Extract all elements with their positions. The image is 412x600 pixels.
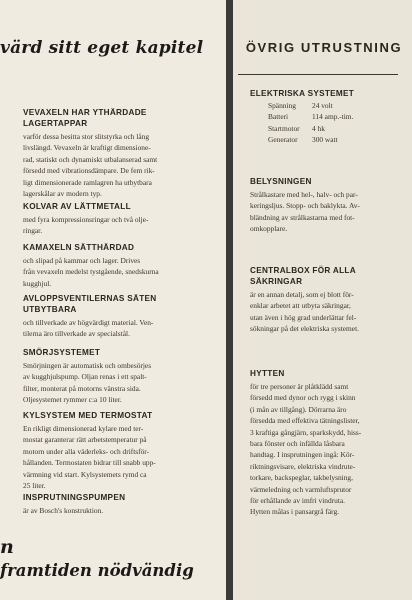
section-vevaxeln bbox=[23, 107, 223, 199]
text-line: varför dessa besitta stor slitstyrka och lång bbox=[23, 132, 150, 141]
text-line: riktningsvisare, elektriska vindrute- bbox=[250, 461, 356, 471]
text-line: 3 kraftiga gångjärn, sparkskydd, hiss- bbox=[250, 427, 362, 437]
section-heading: CENTRALBOX FÖR ALLA bbox=[250, 266, 356, 275]
section-kolvar bbox=[23, 201, 223, 237]
text-line: mostat garanterar rätt arbetstemperatur på bbox=[23, 435, 147, 445]
spec-label: Generator bbox=[268, 135, 298, 145]
text-line: motorn under alla väderleks- och driftsför- bbox=[23, 446, 150, 456]
text-line: med fyra kompressionsringar och två olje- bbox=[23, 215, 149, 224]
text-line: försedd med vibrationsdämpare. De fem rik- bbox=[23, 166, 155, 176]
section-elektriska bbox=[250, 88, 410, 99]
spec-row bbox=[268, 100, 353, 111]
text-line: för tre personer är plåtklädd samt bbox=[250, 382, 349, 391]
text-line: värmning vid start. Kylsystemets rymd ca bbox=[23, 469, 147, 479]
section-heading: SÄKRINGAR bbox=[250, 277, 303, 286]
text-line: hållanden. Termostaten bidrar till snabb upp- bbox=[23, 458, 156, 468]
spec-row bbox=[268, 134, 353, 145]
text-line: kugghjul. bbox=[23, 278, 52, 288]
text-line: Smörjningen är automatisk och ombesörjes bbox=[23, 361, 152, 370]
text-line: försedda med effektiva tätningslister, bbox=[250, 416, 360, 426]
left-script-fragment: n bbox=[0, 536, 14, 558]
text-line: och tillverkade av högvärdigt material. Ven- bbox=[23, 318, 154, 327]
text-line: ringar. bbox=[23, 226, 43, 236]
section-heading: INSPRUTNINGSPUMPEN bbox=[23, 493, 126, 502]
spec-label: Batteri bbox=[268, 112, 289, 122]
text-line: Hytten målas i pansargrå färg. bbox=[250, 507, 340, 517]
section-heading: UTBYTBARA bbox=[23, 305, 77, 314]
text-line: keringsljus. Stopp- och baklykta. Av- bbox=[250, 201, 360, 211]
section-heading: HYTTEN bbox=[250, 369, 285, 378]
text-line: är av Bosch's konstruktion. bbox=[23, 506, 104, 515]
section-smorjsystemet bbox=[23, 347, 223, 406]
section-kamaxeln bbox=[23, 242, 223, 289]
text-line: livslängd. Vevaxeln är kraftigt dimensione- bbox=[23, 143, 151, 153]
text-line: lagerskålar av modern typ. bbox=[23, 189, 102, 199]
section-kylsystem bbox=[23, 410, 223, 491]
spec-value: 114 amp.-tim. bbox=[312, 112, 354, 122]
text-line: Strålkastare med hel-, halv- och par- bbox=[250, 190, 358, 199]
right-heading: ÖVRIG UTRUSTNING bbox=[245, 40, 403, 55]
section-heading: LAGERTAPPAR bbox=[23, 119, 88, 128]
spec-value: 24 volt bbox=[312, 101, 333, 110]
text-line: och slipad på kammar och lager. Drives bbox=[23, 256, 141, 265]
text-line: tilerna äro tillverkade av specialstål. bbox=[23, 329, 130, 339]
text-line: utan även i hög grad underlättar fel- bbox=[250, 312, 357, 322]
section-centralbox bbox=[250, 265, 408, 335]
text-line: 25 liter. bbox=[23, 481, 46, 491]
section-heading: KAMAXELN SÄTTHÄRDAD bbox=[23, 243, 135, 252]
text-line: (i mån av tillgång). Dörrarna äro bbox=[250, 404, 347, 414]
column-divider bbox=[226, 0, 233, 600]
spec-label: Startmotor bbox=[268, 123, 300, 133]
spec-value: 4 hk bbox=[312, 123, 325, 133]
text-line: omkopplare. bbox=[250, 224, 288, 234]
text-line: sökningar på det elektriska systemet. bbox=[250, 324, 359, 334]
section-heading: SMÖRJSYSTEMET bbox=[23, 348, 101, 357]
electrical-spec-table bbox=[268, 100, 353, 146]
text-line: försedd med dynor och rygg i skinn bbox=[250, 393, 356, 403]
section-belysningen bbox=[250, 176, 408, 235]
text-line: filter, monterat på motorns vänstra sida. bbox=[23, 383, 141, 393]
section-insprutningspumpen bbox=[23, 492, 223, 516]
section-hytten bbox=[250, 368, 408, 518]
spec-row bbox=[268, 111, 353, 122]
section-heading: VEVAXELN HAR YTHÄRDADE bbox=[23, 108, 147, 117]
text-line: Oljesystemet rymmer c:a 10 liter. bbox=[23, 395, 122, 405]
spec-label: Spänning bbox=[268, 101, 296, 110]
text-line: från vevaxeln medelst tystgående, snedskurna bbox=[23, 267, 159, 277]
text-line: enklar arbetet att utbyta säkringar, bbox=[250, 301, 351, 311]
text-line: En rikligt dimensionerad kylare med ter- bbox=[23, 424, 144, 433]
left-script-heading: värd sitt eget kapitel bbox=[0, 38, 204, 58]
text-line: av kugghjulspump. Oljan renas i ett spalt- bbox=[23, 372, 147, 382]
text-line: handtag. I insprutningen ingå: Kör- bbox=[250, 450, 355, 460]
left-script-footer: framtiden nödvändig bbox=[0, 561, 194, 580]
section-heading: ELEKTRISKA SYSTEMET bbox=[250, 89, 355, 98]
section-heading: AVLOPPSVENTILERNAS SÄTEN bbox=[23, 294, 157, 303]
section-avloppsventiler bbox=[23, 293, 223, 340]
text-line: bländning av strålkastarna med fot- bbox=[250, 212, 355, 222]
text-line: rad, statiskt och dynamiskt utbalanserad samt bbox=[23, 154, 158, 164]
text-line: värmeledning och varmluftsprutor bbox=[250, 484, 352, 494]
right-heading-rule bbox=[238, 74, 398, 75]
spec-row bbox=[268, 123, 353, 134]
text-line: är en annan detalj, som ej blott för- bbox=[250, 290, 354, 299]
section-heading: KOLVAR AV LÄTTMETALL bbox=[23, 202, 131, 211]
section-heading: KYLSYSTEM MED TERMOSTAT bbox=[23, 411, 153, 420]
spec-value: 300 watt bbox=[312, 135, 338, 145]
text-line: ligt dimensionerade ramlagren ha utbytbara bbox=[23, 177, 152, 187]
text-line: torkare, backspeglar, takbelysning, bbox=[250, 473, 353, 483]
text-line: bara fönster och infällda låsbara bbox=[250, 439, 345, 449]
section-heading: BELYSNINGEN bbox=[250, 177, 312, 186]
text-line: för erhållande av imfri vindruta. bbox=[250, 496, 346, 506]
